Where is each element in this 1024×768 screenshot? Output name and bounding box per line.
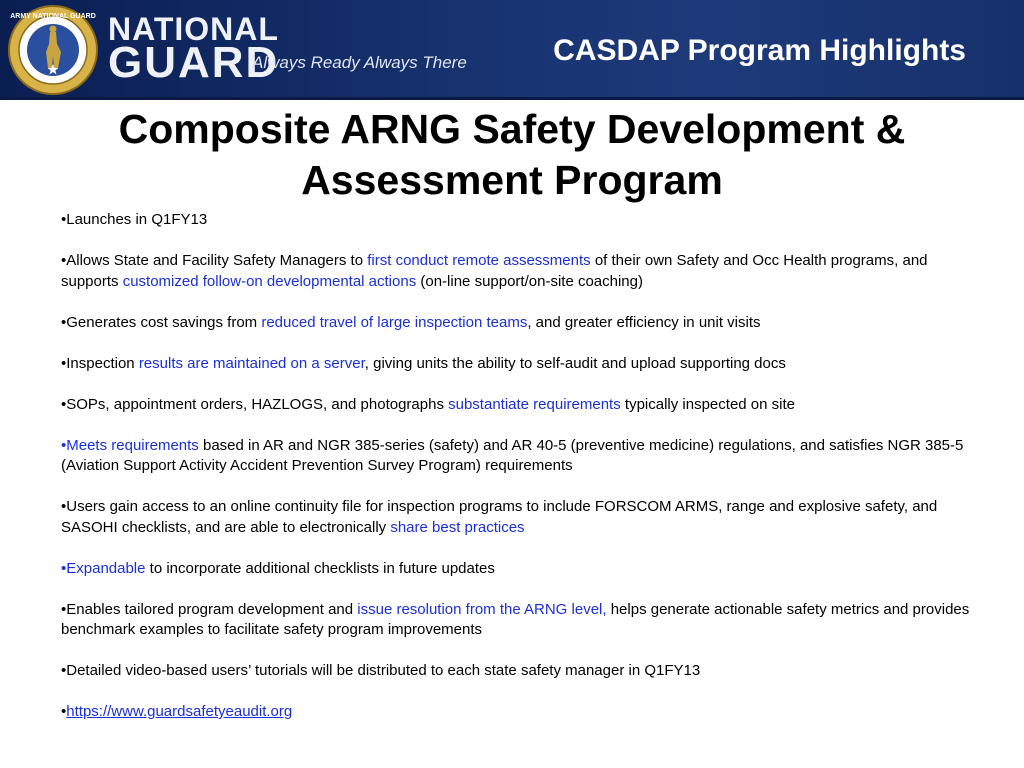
highlight-text: customized follow-on developmental actions — [122, 272, 417, 290]
bullet-item: •Meets requirements based in AR and NGR 385-series (safety) and AR 40-5 (preventive medicine) regulations, and satisfies NGR 385-5 (Aviation Support Activity Accident Prevention Survey Program) requirements — [61, 436, 964, 474]
highlight-text: •Meets requirements — [61, 436, 199, 454]
website-link[interactable]: https://www.guardsafetyeaudit.org — [66, 703, 293, 720]
header-title: CASDAP Program Highlights — [553, 34, 966, 67]
bullet-list — [61, 210, 981, 743]
bullet-item: •Users gain access to an online continuity file for inspection programs to include FORSCOM ARMS, range and explosive safety, and SASOHI checklists, and are able to electronically share best practices — [61, 498, 938, 536]
logo-guard: GUARD — [108, 38, 280, 87]
header-banner — [0, 0, 1024, 100]
logo-national: NATIONAL — [108, 11, 279, 47]
bullet-item: •Inspection results are maintained on a server, giving units the ability to self-audit and upload supporting docs — [61, 354, 786, 372]
highlight-text: results are maintained on a server — [138, 354, 365, 372]
bullet-item: •Detailed video-based users’ tutorials will be distributed to each state safety manager in Q1FY13 — [61, 662, 701, 679]
seal-text: ARMY NATIONAL GUARD — [10, 13, 96, 20]
highlight-text: •Expandable — [61, 559, 146, 577]
highlight-text: substantiate requirements — [448, 395, 621, 413]
bullet-item: •Generates cost savings from reduced travel of large inspection teams, and greater efficiency in unit visits — [61, 313, 761, 331]
bullet-item: •https://www.guardsafetyeaudit.org — [61, 703, 293, 720]
tagline: Always Ready Always There — [252, 53, 467, 72]
title-line-1: Composite ARNG Safety Development & — [118, 106, 906, 152]
bullet-item: •SOPs, appointment orders, HAZLOGS, and photographs substantiate requirements typically inspected on site — [61, 395, 795, 413]
bullet-item: •Enables tailored program development and issue resolution from the ARNG level, helps generate actionable safety metrics and provides benchmark examples to facilitate safety program improvements — [61, 600, 970, 638]
highlight-text: share best practices — [390, 518, 525, 536]
bullet-item: •Allows State and Facility Safety Managers to first conduct remote assessments of their own Safety and Occ Health programs, and supports customized follow-on developmental actions (on-line support/on-site coaching) — [61, 252, 928, 290]
highlight-text: first conduct remote assessments — [367, 252, 591, 269]
bullet-item: •Launches in Q1FY13 — [61, 211, 208, 228]
page-title — [0, 104, 1024, 206]
highlight-text: reduced travel of large inspection teams — [261, 313, 528, 331]
title-line-2: Assessment Program — [301, 157, 723, 203]
bullet-item: •Expandable to incorporate additional checklists in future updates — [61, 559, 495, 577]
national-guard-seal-icon — [6, 4, 100, 96]
highlight-text: issue resolution from the ARNG level, — [357, 600, 607, 618]
